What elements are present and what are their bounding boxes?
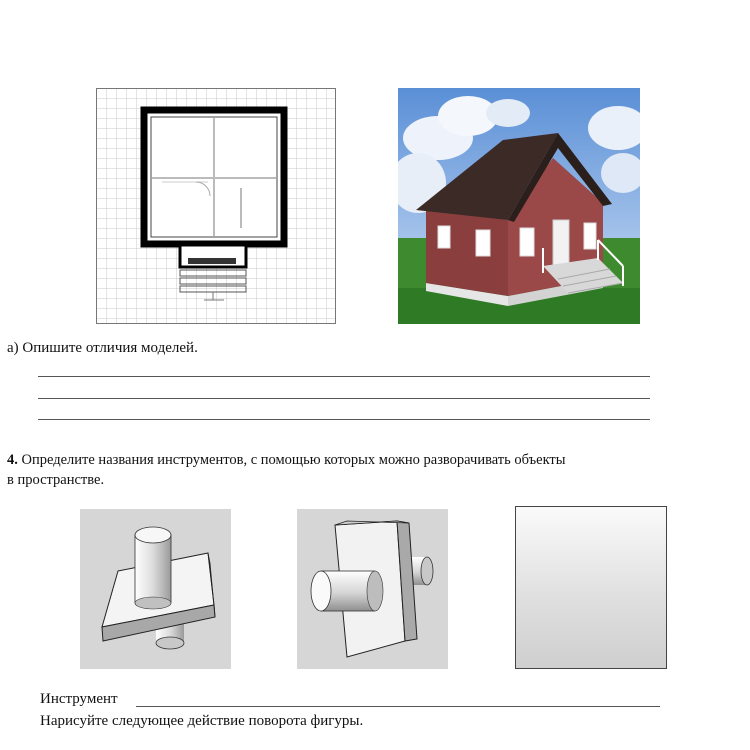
- question-4-line2: в пространстве.: [7, 472, 105, 488]
- answer-line-2[interactable]: [38, 398, 650, 399]
- rotation-figure-2: [297, 509, 448, 669]
- answer-line-3[interactable]: [38, 419, 650, 420]
- draw-instruction: Нарисуйте следующее действие поворота фигуры.: [40, 713, 364, 729]
- rotation-figure-1: [80, 509, 231, 669]
- floor-plan-image: [96, 88, 336, 324]
- instrument-answer-line[interactable]: [136, 706, 660, 707]
- question-4: [7, 451, 566, 469]
- question-a-prefix: а): [7, 340, 19, 356]
- instrument-label: Инструмент: [40, 691, 118, 707]
- question-a-text: Опишите отличия моделей.: [22, 340, 198, 356]
- question-4-text-line1: Определите названия инструментов, с помощью которых можно разворачивать объекты: [21, 452, 566, 468]
- question-a: [7, 339, 198, 357]
- question-4-number: 4.: [7, 452, 18, 468]
- house-3d-image: [398, 88, 640, 324]
- answer-line-1[interactable]: [38, 376, 650, 377]
- blank-drawing-box[interactable]: [515, 506, 667, 669]
